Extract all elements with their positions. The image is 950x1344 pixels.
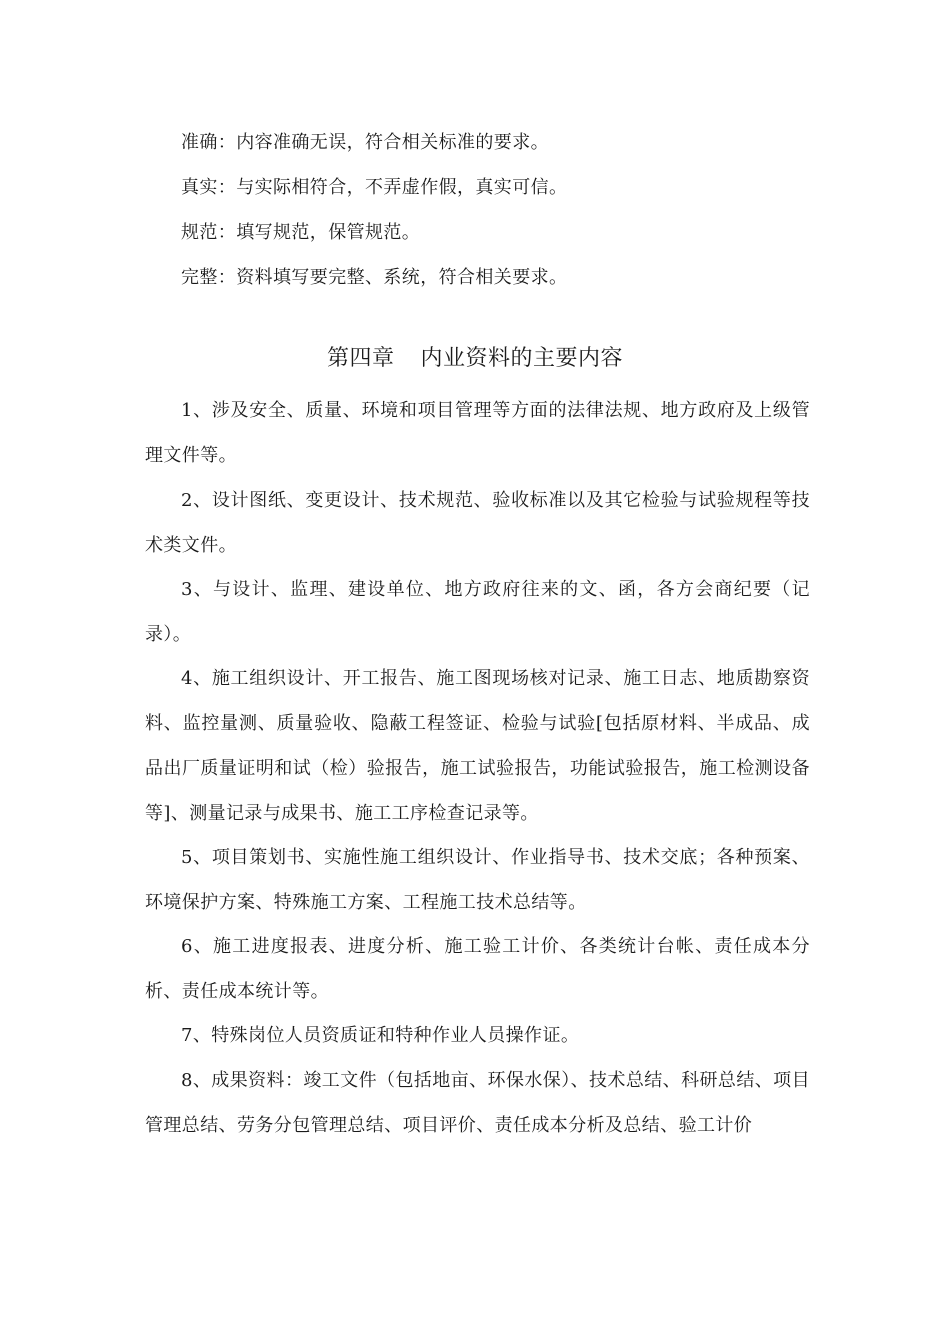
content-item-4: 4、施工组织设计、开工报告、施工图现场核对记录、施工日志、地质勘察资料、监控量测、质量验收、隐蔽工程签证、检验与试验[包括原材料、半成品、成品出厂质量证明和试（检）验报告，施工试验报告，功能试验报告，施工检测设备等]、测量记录与成果书、施工工序检查记录等。	[145, 668, 810, 824]
content-item-7: 7、特殊岗位人员资质证和特种作业人员操作证。	[181, 1025, 580, 1046]
criterion-authenticity: 真实：与实际相符合，不弄虚作假，真实可信。	[181, 177, 568, 198]
chapter-heading	[0, 339, 950, 379]
content-item-5: 5、项目策划书、实施性施工组织设计、作业指导书、技术交底；各种预案、环境保护方案、特殊施工方案、工程施工技术总结等。	[145, 847, 810, 913]
content-item-1: 1、涉及安全、质量、环境和项目管理等方面的法律法规、地方政府及上级管理文件等。	[145, 400, 810, 466]
criterion-standardization: 规范：填写规范，保管规范。	[181, 222, 421, 243]
chapter-number: 第四章	[326, 346, 395, 371]
criterion-accuracy: 准确：内容准确无误，符合相关标准的要求。	[181, 132, 549, 153]
content-item-3: 3、与设计、监理、建设单位、地方政府往来的文、函，各方会商纪要（记录）。	[145, 579, 810, 645]
criterion-completeness: 完整：资料填写要完整、系统，符合相关要求。	[181, 267, 568, 288]
content-item-6: 6、施工进度报表、进度分析、施工验工计价、各类统计台帐、责任成本分析、责任成本统计等。	[145, 936, 810, 1002]
content-item-8: 8、成果资料：竣工文件（包括地亩、环保水保）、技术总结、科研总结、项目管理总结、劳务分包管理总结、项目评价、责任成本分析及总结、验工计价	[145, 1070, 810, 1136]
content-item-2: 2、设计图纸、变更设计、技术规范、验收标准以及其它检验与试验规程等技术类文件。	[145, 490, 810, 556]
chapter-title: 内业资料的主要内容	[420, 346, 624, 371]
